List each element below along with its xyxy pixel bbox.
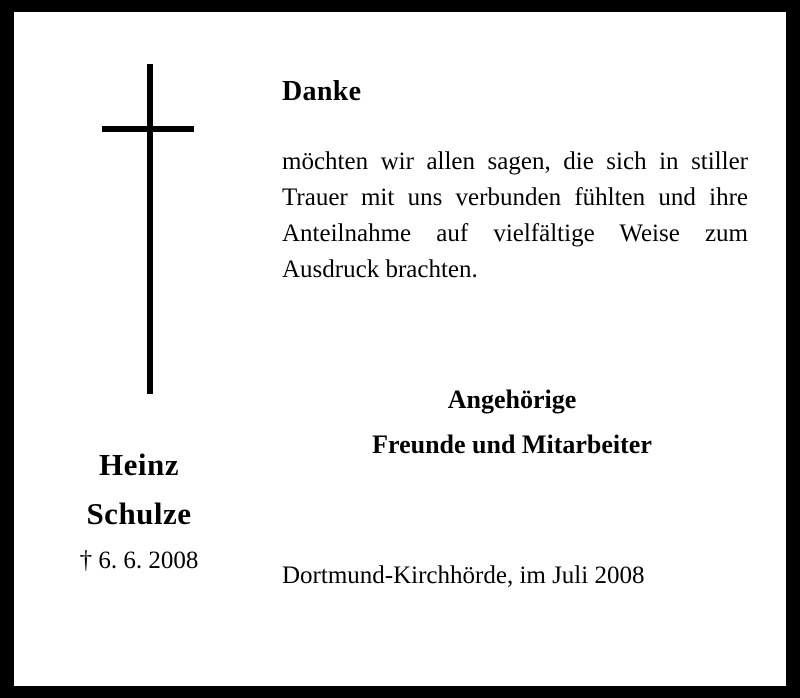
signers-block (272, 377, 752, 467)
signer-line-2: Freunde und Mitarbeiter (372, 430, 652, 459)
deceased-death-date: † 6. 6. 2008 (79, 547, 199, 574)
right-column (272, 12, 752, 686)
deceased-block (14, 440, 264, 582)
cross-horizontal-bar (102, 126, 194, 132)
signer-line-1: Angehörige (447, 385, 577, 414)
cross-vertical-bar (147, 64, 153, 394)
deceased-first-name: Heinz (99, 447, 179, 482)
thanks-heading: Danke (282, 76, 362, 107)
place-and-date: Dortmund-Kirchhörde, im Juli 2008 (282, 562, 645, 589)
left-column (14, 12, 264, 686)
notice-inner (14, 12, 786, 686)
condolence-body (282, 144, 748, 288)
condolence-paragraph: möchten wir allen sagen, die sich in stiller Trauer mit uns verbunden fühlten und ihre Anteilnahme auf vielfältige Weise zum Ausdruck brachten. (282, 148, 748, 283)
latin-cross-icon (102, 64, 194, 394)
deceased-last-name: Schulze (86, 496, 192, 531)
